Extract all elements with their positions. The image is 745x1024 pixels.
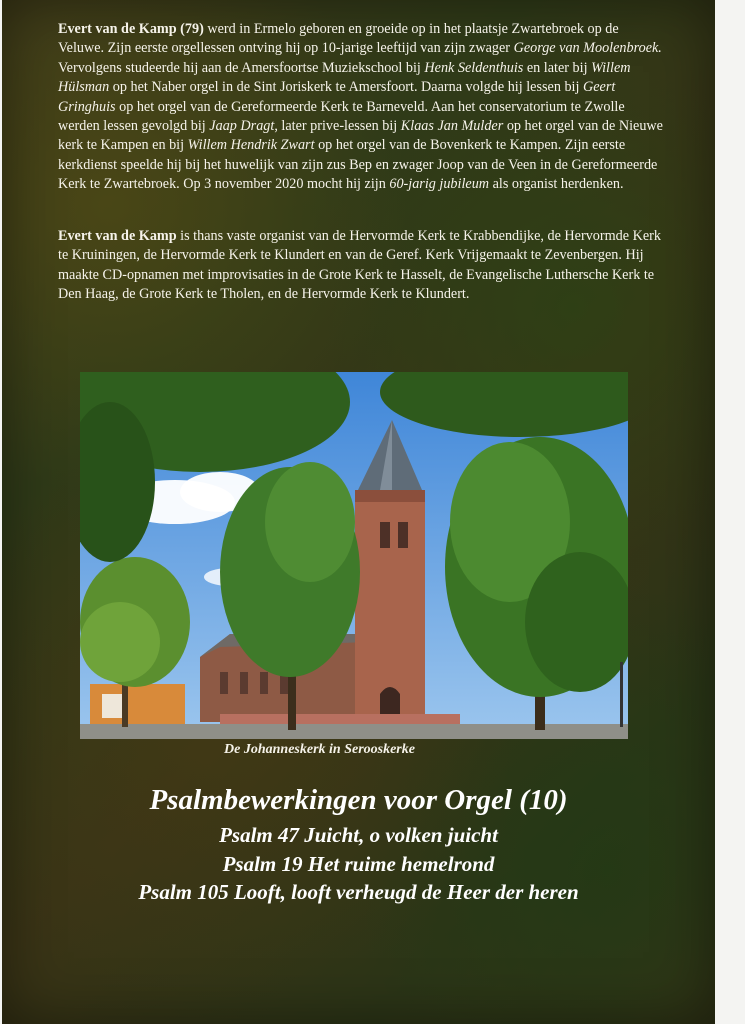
booklet-page [2,0,715,1024]
psalm-line-2: Psalm 19 Het ruime hemelrond [222,852,495,876]
bio-text-run: Willem Hendrik Zwart [187,137,315,154]
church-photo [80,372,628,739]
bio-text-run: Henk Seldenthuis [424,59,524,76]
bio-text-run: op het orgel van de Bovenkerk te Kampen. Zijn eerste kerkdienst speelde hij bij het huwelijk van zijn zus Bep en zwager Joop van de Veen in de Gereformeerde Kerk te Zwartebroek. Op 3 november 2020 mocht hij zijn [58,137,658,193]
bio-text-run: , later prive-lessen bij [274,118,401,135]
psalm-line-3: Psalm 105 Looft, looft verheugd de Heer der heren [138,880,579,904]
bio-text-run: is thans vaste organist van de Hervormde Kerk te Krabbendijke, de Hervormde Kerk te Kruiningen, de Hervormde Kerk te Klundert en van de Geref. Kerk Vrijgemaakt te Zevenbergen. Hij maakte CD-opnamen met improvisaties in de Grote Kerk te Hasselt, de Evangelische Luthersche Kerk te Den Haag, de Grote Kerk te Tholen, en de Hervormde Kerk te Klundert. [58,228,661,303]
bio-text-run: op het orgel van de Gereformeerde Kerk te Barneveld. Aan het conservatorium te Zwolle werden lessen gevolgd bij [58,98,625,135]
psalm-line-1: Psalm 47 Juicht, o volken juicht [219,823,498,847]
bio-text-run: Geert Gringhuis [58,79,616,115]
bio-text-run: op het orgel van de Nieuwe kerk te Kampen en bij [58,118,663,154]
bio-text-run: en later bij [523,59,592,76]
bio-text-run: als organist herdenken. [489,176,624,193]
bio-text-run: Evert van de Kamp [58,228,177,244]
bio-text-run: George van Moolenbroek. [513,40,662,57]
photo-caption: De Johanneskerk in Serooskerke [224,742,415,757]
bio-text-run: Willem Hülsman [58,59,631,96]
bio-text-run: Vervolgens studeerde hij aan de Amersfoortse Muziekschool bij [58,59,425,76]
bio-text-run: op het Naber orgel in de Sint Joriskerk te Amersfoort. Daarna volgde hij lessen bij [109,79,583,96]
bio-text-run: werd in Ermelo geboren en groeide op in het plaatsje Zwartebroek op de Veluwe. Zijn eerste orgellessen ontving hij op 10-jarige leeftijd van zijn zwager [58,21,619,57]
bio-text-run: Jaap Dragt [209,118,275,135]
biography-paragraph-2 [58,227,668,305]
page-title: Psalmbewerkingen voor Orgel (10) [149,784,568,816]
biography-paragraph-1 [58,20,668,195]
bio-text-run: Klaas Jan Mulder [400,118,504,135]
bio-text-run: Evert van de Kamp (79) [58,21,204,37]
bio-text-run: 60-jarig jubileum [389,176,490,193]
